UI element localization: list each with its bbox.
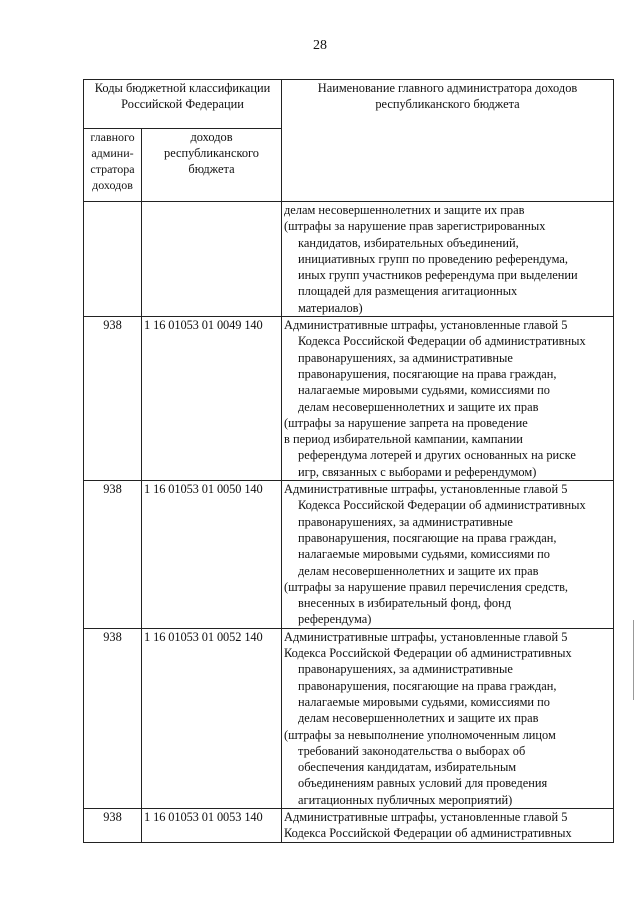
name-text-line: кандидатов, избирательных объединений, xyxy=(298,235,519,250)
revenue-name-cell xyxy=(282,202,614,317)
name-text-line: налагаемые мировыми судьями, комиссиями по xyxy=(298,547,550,562)
name-text-line: правонарушения, посягающие на права граждан, xyxy=(298,366,557,381)
name-text-line: Административные штрафы, установленные главой 5 xyxy=(284,318,568,333)
name-text-line: игр, связанных с выборами и референдумом) xyxy=(298,464,537,479)
name-text-line: агитационных публичных мероприятий) xyxy=(298,792,513,807)
revenue-code-cell xyxy=(142,202,282,317)
table-row xyxy=(84,202,614,317)
name-text-line: Административные штрафы, установленные главой 5 xyxy=(284,809,568,824)
name-text-line: материалов) xyxy=(298,300,363,315)
name-text-line: референдума лотерей и других основанных на риске xyxy=(298,448,576,463)
name-text-line: внесенных в избирательный фонд, фонд xyxy=(298,596,512,611)
name-text-line: (штрафы за нарушение прав зарегистрированных xyxy=(284,219,546,234)
table-row xyxy=(84,481,614,629)
table-header xyxy=(84,80,614,202)
name-text-line: (штрафы за нарушение запрета на проведение xyxy=(284,415,528,430)
name-text-line: Кодекса Российской Федерации об административных xyxy=(284,646,572,661)
name-text-line: инициативных групп по проведению референдума, xyxy=(298,251,569,266)
name-text-line: обеспечения кандидатам, избирательным xyxy=(298,760,517,775)
header-chief-administrator: главного админи-стратора доходов xyxy=(84,129,142,202)
name-text-line: делам несовершеннолетних и защите их прав xyxy=(298,399,539,414)
name-text-line: налагаемые мировыми судьями, комиссиями по xyxy=(298,694,550,709)
name-text-line: в период избирательной кампании, кампании xyxy=(284,432,523,447)
name-text-line: делам несовершеннолетних и защите их прав xyxy=(298,563,539,578)
budget-codes-table xyxy=(83,79,614,843)
header-budget-codes-group: Коды бюджетной классификации Российской Федерации xyxy=(84,80,282,129)
header-revenue-code: доходов республиканского бюджета xyxy=(142,129,282,202)
admin-code-cell: 938 xyxy=(84,808,142,842)
name-text-line: правонарушениях, за административные xyxy=(298,350,513,365)
name-text-line: требований законодательства о выборах об xyxy=(298,743,526,758)
name-text-line: иных групп участников референдума при выделении xyxy=(298,268,578,283)
name-text-line: делам несовершеннолетних и защите их прав xyxy=(298,711,539,726)
admin-code-cell: 938 xyxy=(84,628,142,808)
revenue-code-cell: 1 16 01053 01 0050 140 xyxy=(142,481,282,629)
name-text-line: налагаемые мировыми судьями, комиссиями по xyxy=(298,383,550,398)
page-number: 28 xyxy=(313,38,327,53)
scan-edge-line xyxy=(633,620,634,700)
name-text-line: объединениям равных условий для проведения xyxy=(298,776,548,791)
name-text-line: Кодекса Российской Федерации об административных xyxy=(298,334,586,349)
name-text-line: правонарушениях, за административные xyxy=(298,514,513,529)
revenue-name-cell xyxy=(282,808,614,842)
name-text-line: правонарушения, посягающие на права граждан, xyxy=(298,678,557,693)
table-row xyxy=(84,808,614,842)
admin-code-cell xyxy=(84,202,142,317)
admin-code-cell: 938 xyxy=(84,481,142,629)
name-text-line: делам несовершеннолетних и защите их прав xyxy=(284,203,525,217)
name-text-line: правонарушениях, за административные xyxy=(298,662,513,677)
admin-code-cell: 938 xyxy=(84,317,142,481)
name-text-line: (штрафы за невыполнение уполномоченным лицом xyxy=(284,727,556,742)
revenue-code-cell: 1 16 01053 01 0052 140 xyxy=(142,628,282,808)
name-text-line: Кодекса Российской Федерации об административных xyxy=(284,826,572,841)
revenue-code-cell: 1 16 01053 01 0053 140 xyxy=(142,808,282,842)
revenue-name-cell xyxy=(282,317,614,481)
name-text-line: Административные штрафы, установленные главой 5 xyxy=(284,482,568,497)
name-text-line: правонарушения, посягающие на права граждан, xyxy=(298,530,557,545)
name-text-line: референдума) xyxy=(298,612,372,627)
name-text-line: (штрафы за нарушение правил перечисления средств, xyxy=(284,579,569,594)
name-text-line: площадей для размещения агитационных xyxy=(298,284,518,299)
revenue-name-cell xyxy=(282,628,614,808)
table-body xyxy=(84,202,614,843)
revenue-code-cell: 1 16 01053 01 0049 140 xyxy=(142,317,282,481)
table-row xyxy=(84,628,614,808)
name-text-line: Кодекса Российской Федерации об административных xyxy=(298,498,586,513)
table-row xyxy=(84,317,614,481)
revenue-name-cell xyxy=(282,481,614,629)
name-text-line: Административные штрафы, установленные главой 5 xyxy=(284,629,568,644)
header-administrator-name: Наименование главного администратора доходов республиканского бюджета xyxy=(282,80,614,202)
